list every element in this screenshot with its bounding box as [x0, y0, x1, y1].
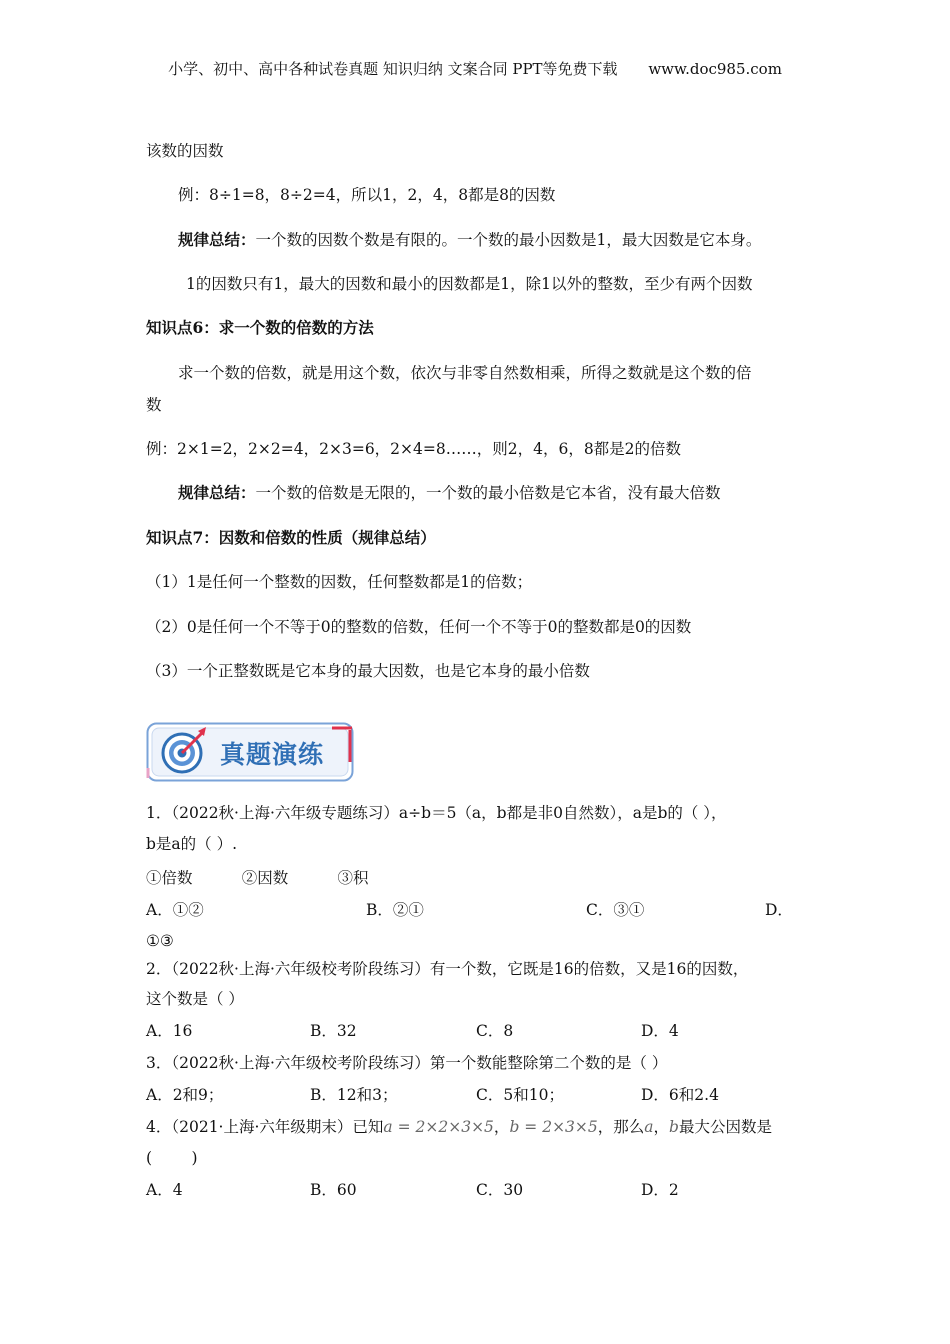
banner-title: 真题演练 — [220, 740, 325, 769]
rule-label: 规律总结： — [178, 230, 256, 249]
example-multiples: 例：2×1=2，2×2=4，2×3=6，2×4=8……，则2，4，6，8都是2的倍数 — [146, 440, 682, 458]
page-header — [0, 58, 950, 79]
question-3-choice-b[interactable]: B．12和3； — [310, 1086, 398, 1104]
question-1-line2: b是a的（ ）. — [146, 835, 238, 853]
paragraph-factor-end: 该数的因数 — [146, 142, 224, 160]
question-4-choice-b[interactable]: B．60 — [310, 1181, 357, 1199]
multiple-method-line1: 求一个数的倍数，就是用这个数，依次与非零自然数相乘，所得之数就是这个数的倍 — [178, 364, 752, 382]
question-4-sep: ， — [653, 1118, 670, 1136]
header-site[interactable]: www.doc985.com — [648, 60, 782, 78]
formula-a: a = 2×2×3×5 — [383, 1118, 494, 1136]
question-4-comma: ， — [493, 1118, 510, 1136]
question-1-choice-c[interactable]: C．③① — [586, 901, 645, 919]
question-4-choice-a[interactable]: A．4 — [146, 1181, 183, 1199]
rule-text: 一个数的倍数是无限的，一个数的最小倍数是它本省，没有最大倍数 — [255, 484, 721, 502]
property-1: （1）1是任何一个整数的因数，任何整数都是1的倍数； — [146, 573, 533, 591]
question-3-choice-a[interactable]: A．2和9； — [146, 1086, 224, 1104]
knowledge-point-6-title: 知识点6：求一个数的倍数的方法 — [146, 318, 374, 337]
section-banner — [146, 722, 354, 782]
question-3-choice-c[interactable]: C．5和10； — [476, 1086, 564, 1104]
rule-text: 一个数的因数个数是有限的。一个数的最小因数是1，最大因数是它本身。 — [255, 231, 762, 249]
variable-b: b — [669, 1118, 679, 1136]
question-4-line1 — [146, 1117, 772, 1137]
property-3: （3）一个正整数既是它本身的最大因数，也是它本身的最小倍数 — [146, 662, 590, 680]
question-4-choice-d[interactable]: D．2 — [641, 1181, 679, 1199]
header-text: 小学、初中、高中各种试卷真题 知识归纳 文案合同 PPT等免费下载 — [168, 60, 618, 78]
question-1-choice-d[interactable]: D． — [765, 901, 793, 919]
question-1-choice-d-value: ①③ — [146, 932, 174, 950]
question-1-line1: 1．（2022秋·上海·六年级专题练习）a÷b＝5（a，b都是非0自然数），a是b的（ ）， — [146, 804, 727, 822]
question-2-choice-a[interactable]: A．16 — [146, 1022, 193, 1040]
question-2-choice-b[interactable]: B．32 — [310, 1022, 357, 1040]
rule-summary-multiples — [178, 483, 721, 503]
formula-b: b = 2×3×5 — [509, 1118, 598, 1136]
question-2-choice-c[interactable]: C．8 — [476, 1022, 514, 1040]
example-factors: 例：8÷1=8，8÷2=4，所以1，2，4，8都是8的因数 — [178, 186, 556, 204]
knowledge-point-7-title: 知识点7：因数和倍数的性质（规律总结） — [146, 528, 436, 547]
question-1-options: ①倍数 ②因数 ③积 — [146, 869, 369, 887]
variable-a: a — [644, 1118, 654, 1136]
question-2-choice-d[interactable]: D．4 — [641, 1022, 679, 1040]
question-4-mid: ，那么 — [597, 1118, 645, 1136]
question-4-line2: ( ) — [146, 1149, 198, 1167]
question-3-choice-d[interactable]: D．6和2.4 — [641, 1086, 719, 1104]
multiple-method-line2: 数 — [146, 396, 162, 414]
question-4-suffix: 最大公因数是 — [678, 1118, 772, 1136]
question-1-choice-a[interactable]: A．①② — [146, 901, 204, 919]
factor-of-one-note: 1的因数只有1，最大的因数和最小的因数都是1，除1以外的整数，至少有两个因数 — [186, 275, 753, 293]
question-2-line2: 这个数是（ ） — [146, 990, 244, 1008]
question-4-prefix: 4．（2021·上海·六年级期末）已知 — [146, 1118, 384, 1136]
rule-summary-factors — [178, 230, 761, 250]
question-3-line1: 3．（2022秋·上海·六年级校考阶段练习）第一个数能整除第二个数的是（ ） — [146, 1054, 668, 1072]
question-4-choice-c[interactable]: C．30 — [476, 1181, 524, 1199]
question-1-choice-b[interactable]: B．②① — [366, 901, 424, 919]
rule-label: 规律总结： — [178, 483, 256, 502]
question-2-line1: 2．（2022秋·上海·六年级校考阶段练习）有一个数，它既是16的倍数，又是16的因数， — [146, 960, 749, 978]
property-2: （2）0是任何一个不等于0的整数的倍数，任何一个不等于0的整数都是0的因数 — [146, 618, 692, 636]
